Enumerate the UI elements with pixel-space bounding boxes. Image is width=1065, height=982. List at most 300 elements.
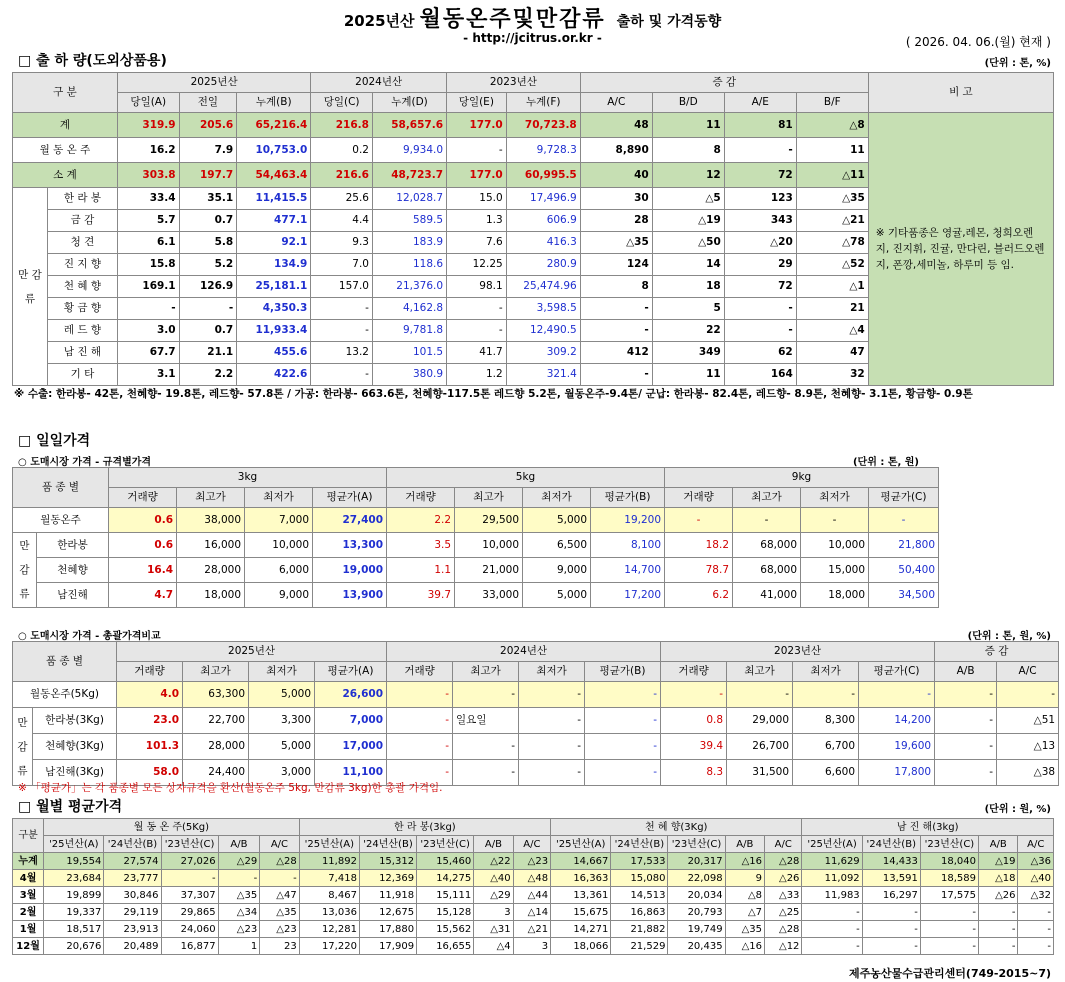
cell: △23 xyxy=(260,921,299,938)
cell: △34 xyxy=(218,904,260,921)
mangam-group-label: 만 감 류 xyxy=(13,708,33,786)
cell: - xyxy=(260,870,299,887)
cell: - xyxy=(453,682,519,708)
cell: 17,880 xyxy=(359,921,416,938)
row-name: 월동온주(5Kg) xyxy=(13,682,117,708)
cell: 1 xyxy=(218,938,260,955)
col-header: A/B xyxy=(935,662,997,682)
cell: - xyxy=(453,734,519,760)
section-daily-price-title: □ 일일가격 xyxy=(18,433,91,449)
cell: 0.8 xyxy=(661,708,727,734)
cell: - xyxy=(862,904,920,921)
page-title xyxy=(0,2,1065,33)
cell: - xyxy=(387,708,453,734)
col-header: 거래량 xyxy=(665,488,733,508)
cell: △40 xyxy=(474,870,513,887)
cell: - xyxy=(311,364,373,386)
cell: △51 xyxy=(997,708,1059,734)
cell: 7.0 xyxy=(311,254,373,276)
cell: 18,066 xyxy=(551,938,611,955)
cell: 14,513 xyxy=(611,887,668,904)
cell: 5 xyxy=(652,298,724,320)
header-5kg: 5kg xyxy=(387,468,665,488)
cell: △28 xyxy=(260,853,299,870)
cell: △21 xyxy=(513,921,550,938)
cell: - xyxy=(387,682,453,708)
col-header: 거래량 xyxy=(109,488,177,508)
cell: - xyxy=(862,938,920,955)
cell: 12,028.7 xyxy=(372,188,446,210)
cell: 4.0 xyxy=(117,682,183,708)
cell: 126.9 xyxy=(179,276,237,298)
cell: 14,433 xyxy=(862,853,920,870)
cell: 17,220 xyxy=(299,938,359,955)
remark-cell xyxy=(868,113,1053,386)
cell: 25,181.1 xyxy=(237,276,311,298)
col-header: A/C xyxy=(260,836,299,853)
col-header: 거래량 xyxy=(117,662,183,682)
row-name: 기 타 xyxy=(47,364,117,386)
cell: 8,890 xyxy=(580,138,652,163)
header-3kg: 3kg xyxy=(109,468,387,488)
header-gubun: 구 분 xyxy=(13,73,118,113)
cell: - xyxy=(979,921,1018,938)
cell: - xyxy=(161,870,218,887)
cell: - xyxy=(1018,921,1054,938)
col-header: 최고가 xyxy=(455,488,523,508)
cell: - xyxy=(862,921,920,938)
cell: 4.7 xyxy=(109,583,177,608)
section-shipment-unit: (단위 : 톤, %) xyxy=(984,58,1051,69)
row-name: 12월 xyxy=(13,938,44,955)
header-2023: 2023년산 xyxy=(447,73,581,93)
cell: - xyxy=(997,682,1059,708)
cell: 72 xyxy=(724,276,796,298)
cell: 18.2 xyxy=(665,533,733,558)
cell: - xyxy=(519,734,585,760)
cell: 41.7 xyxy=(447,342,507,364)
cell: 14 xyxy=(652,254,724,276)
cell: 50,400 xyxy=(869,558,939,583)
cell: 26,600 xyxy=(315,682,387,708)
cell: 21,882 xyxy=(611,921,668,938)
cell: 33,000 xyxy=(455,583,523,608)
cell: 4,162.8 xyxy=(372,298,446,320)
cell: 11 xyxy=(652,364,724,386)
cell: 11,918 xyxy=(359,887,416,904)
cell: 17,533 xyxy=(611,853,668,870)
cell: 606.9 xyxy=(506,210,580,232)
cell: 20,435 xyxy=(668,938,725,955)
cell: 15,460 xyxy=(417,853,474,870)
cell: 20,317 xyxy=(668,853,725,870)
cell: 157.0 xyxy=(311,276,373,298)
header-2023: 2023년산 xyxy=(661,642,935,662)
cell: △35 xyxy=(580,232,652,254)
header-change: 증 감 xyxy=(935,642,1059,662)
cell: △5 xyxy=(652,188,724,210)
col-header: 최저가 xyxy=(249,662,315,682)
holiday-cell: 일요일 xyxy=(453,708,519,734)
cell: 15,128 xyxy=(417,904,474,921)
cell: 205.6 xyxy=(179,113,237,138)
table-row xyxy=(13,938,1054,955)
cell: 216.8 xyxy=(311,113,373,138)
cell: 40 xyxy=(580,163,652,188)
cell: 6,500 xyxy=(523,533,591,558)
cell: 4.4 xyxy=(311,210,373,232)
cell: 18,589 xyxy=(920,870,978,887)
cell: △26 xyxy=(979,887,1018,904)
col-header: 평균가(C) xyxy=(859,662,935,682)
cell: 349 xyxy=(652,342,724,364)
cell: 78.7 xyxy=(665,558,733,583)
report-date: ( 2026. 04. 06.(월) 현재 ) xyxy=(905,35,1051,49)
cell: 11,629 xyxy=(802,853,862,870)
row-name: 천 혜 향 xyxy=(47,276,117,298)
col-header: '25년산(A) xyxy=(44,836,104,853)
cell: 303.8 xyxy=(117,163,179,188)
cell: 72 xyxy=(724,163,796,188)
col-header: '23년산(C) xyxy=(417,836,474,853)
cell: 12,281 xyxy=(299,921,359,938)
cell: 16,000 xyxy=(177,533,245,558)
col-header: '24년산(B) xyxy=(359,836,416,853)
cell: 17,200 xyxy=(591,583,665,608)
cell: 11,415.5 xyxy=(237,188,311,210)
header-2025: 2025년산 xyxy=(117,73,310,93)
col-header: 누계(F) xyxy=(506,93,580,113)
col-header: 평균가(A) xyxy=(315,662,387,682)
cell: 47 xyxy=(796,342,868,364)
cell: - xyxy=(935,682,997,708)
cell: △50 xyxy=(652,232,724,254)
col-header: 평균가(B) xyxy=(591,488,665,508)
cell: 19,554 xyxy=(44,853,104,870)
cell: - xyxy=(724,138,796,163)
table-row xyxy=(13,870,1054,887)
cell: 118.6 xyxy=(372,254,446,276)
cell: 26,700 xyxy=(727,734,793,760)
cell: - xyxy=(920,921,978,938)
col-header: 최고가 xyxy=(727,662,793,682)
cell: 32 xyxy=(796,364,868,386)
col-header: 당일(E) xyxy=(447,93,507,113)
cell: △48 xyxy=(513,870,550,887)
cell: 68,000 xyxy=(733,558,801,583)
cell: △35 xyxy=(796,188,868,210)
col-header: '23년산(C) xyxy=(161,836,218,853)
cell: 29,000 xyxy=(727,708,793,734)
cell: 27,400 xyxy=(313,508,387,533)
cell: 28 xyxy=(580,210,652,232)
cell: 29 xyxy=(724,254,796,276)
header-2024: 2024년산 xyxy=(311,73,447,93)
cell: 177.0 xyxy=(447,113,507,138)
table-row xyxy=(13,533,939,558)
cell: 48 xyxy=(580,113,652,138)
cell: 3.0 xyxy=(117,320,179,342)
cell: 65,216.4 xyxy=(237,113,311,138)
cell: 21,529 xyxy=(611,938,668,955)
col-header: 최저가 xyxy=(519,662,585,682)
table-row xyxy=(13,904,1054,921)
mangam-group-label: 만 감 류 xyxy=(13,533,37,608)
cell: 8 xyxy=(652,138,724,163)
cell: 16,363 xyxy=(551,870,611,887)
col-header: 거래량 xyxy=(387,662,453,682)
cell: - xyxy=(218,870,260,887)
col-header: 전일 xyxy=(179,93,237,113)
cell: 60,995.5 xyxy=(506,163,580,188)
cell: 11,892 xyxy=(299,853,359,870)
cell: △12 xyxy=(765,938,802,955)
cell: 13,900 xyxy=(313,583,387,608)
cell: 11,983 xyxy=(802,887,862,904)
cell: - xyxy=(802,921,862,938)
cell: △31 xyxy=(474,921,513,938)
row-name: 황 금 향 xyxy=(47,298,117,320)
table-row xyxy=(13,921,1054,938)
cell: △13 xyxy=(997,734,1059,760)
cell: - xyxy=(802,938,862,955)
shipment-table xyxy=(12,72,1054,386)
mangam-group-label: 만 감 류 xyxy=(13,188,48,386)
cell: 7.6 xyxy=(447,232,507,254)
cell: 92.1 xyxy=(237,232,311,254)
cell: 11,100 xyxy=(315,760,387,786)
col-header: 최저가 xyxy=(245,488,313,508)
col-header: 거래량 xyxy=(387,488,455,508)
cell: 16,297 xyxy=(862,887,920,904)
cell: △22 xyxy=(474,853,513,870)
cell: 38,000 xyxy=(177,508,245,533)
cell: △44 xyxy=(513,887,550,904)
cell: 5.2 xyxy=(179,254,237,276)
cell: △35 xyxy=(260,904,299,921)
cell: - xyxy=(935,760,997,786)
title-year: 2025년산 xyxy=(343,12,415,30)
table-row xyxy=(13,887,1054,904)
cell: 8.3 xyxy=(661,760,727,786)
cell: - xyxy=(802,904,862,921)
cell: △16 xyxy=(725,938,764,955)
cell: 3 xyxy=(474,904,513,921)
cell: 321.4 xyxy=(506,364,580,386)
cell: 416.3 xyxy=(506,232,580,254)
header-pumjong: 품 종 별 xyxy=(13,642,117,682)
row-name: 한라봉(3Kg) xyxy=(33,708,117,734)
cell: 6,000 xyxy=(245,558,313,583)
site-url[interactable]: - http://jcitrus.or.kr - xyxy=(463,31,602,45)
col-header: 최고가 xyxy=(733,488,801,508)
cell: 319.9 xyxy=(117,113,179,138)
cell: 13,361 xyxy=(551,887,611,904)
row-name: 4월 xyxy=(13,870,44,887)
header-2025: 2025년산 xyxy=(117,642,387,662)
cell: 3,598.5 xyxy=(506,298,580,320)
row-name: 2월 xyxy=(13,904,44,921)
cell: 124 xyxy=(580,254,652,276)
cell: 422.6 xyxy=(237,364,311,386)
cell: 15,111 xyxy=(417,887,474,904)
cell: 0.7 xyxy=(179,210,237,232)
cell: 0.7 xyxy=(179,320,237,342)
cell: 27,026 xyxy=(161,853,218,870)
cell: 8,300 xyxy=(793,708,859,734)
cell: 35.1 xyxy=(179,188,237,210)
cell: - xyxy=(519,708,585,734)
row-name: 3월 xyxy=(13,887,44,904)
cell: 412 xyxy=(580,342,652,364)
cell: 14,700 xyxy=(591,558,665,583)
cell: 1.3 xyxy=(447,210,507,232)
cell: 7,000 xyxy=(315,708,387,734)
cell: 1.1 xyxy=(387,558,455,583)
cell: 22,098 xyxy=(668,870,725,887)
cell: - xyxy=(1018,938,1054,955)
cell: 13,591 xyxy=(862,870,920,887)
cell: 15,312 xyxy=(359,853,416,870)
cell: - xyxy=(179,298,237,320)
header-gubun: 구분 xyxy=(13,819,44,853)
col-header: 최고가 xyxy=(177,488,245,508)
cell: 477.1 xyxy=(237,210,311,232)
cell: 17,575 xyxy=(920,887,978,904)
cell: 9,781.8 xyxy=(372,320,446,342)
cell: 5.7 xyxy=(117,210,179,232)
cell: - xyxy=(869,508,939,533)
cell: 12.25 xyxy=(447,254,507,276)
cell: 12 xyxy=(652,163,724,188)
cell: 19,200 xyxy=(591,508,665,533)
cell: 21.1 xyxy=(179,342,237,364)
col-header: '23년산(C) xyxy=(668,836,725,853)
header-9kg: 9kg xyxy=(665,468,939,488)
cell: △52 xyxy=(796,254,868,276)
cell: 24,060 xyxy=(161,921,218,938)
cell: 16.4 xyxy=(109,558,177,583)
cell: △38 xyxy=(997,760,1059,786)
cell: △25 xyxy=(765,904,802,921)
col-header: 최저가 xyxy=(793,662,859,682)
title-main: 월동온주및만감류 xyxy=(419,7,606,32)
cell: - xyxy=(585,760,661,786)
row-name: 진 지 향 xyxy=(47,254,117,276)
cell: 5.8 xyxy=(179,232,237,254)
cell: 29,865 xyxy=(161,904,218,921)
cell: 12,675 xyxy=(359,904,416,921)
cell: 22,700 xyxy=(183,708,249,734)
cell: 19,600 xyxy=(859,734,935,760)
cell: 18 xyxy=(652,276,724,298)
cell: - xyxy=(519,760,585,786)
cell: 9 xyxy=(725,870,764,887)
cell: 70,723.8 xyxy=(506,113,580,138)
cell: - xyxy=(793,682,859,708)
cell: 5,000 xyxy=(523,508,591,533)
cell: - xyxy=(979,938,1018,955)
cell: - xyxy=(733,508,801,533)
col-header: A/B xyxy=(979,836,1018,853)
cell: - xyxy=(519,682,585,708)
section-daily-price-sub: ○ 도매시장 가격 - 규격별가격 xyxy=(18,457,152,468)
cell: 380.9 xyxy=(372,364,446,386)
cell: 16,655 xyxy=(417,938,474,955)
col-header: 누계(B) xyxy=(237,93,311,113)
cell: - xyxy=(1018,904,1054,921)
row-name: 천혜향(3Kg) xyxy=(33,734,117,760)
header-change: 증 감 xyxy=(580,73,868,93)
table-row xyxy=(13,558,939,583)
section-total-price-sub: ○ 도매시장 가격 - 총괄가격비교 xyxy=(18,631,161,642)
cell: - xyxy=(580,320,652,342)
cell: 177.0 xyxy=(447,163,507,188)
cell: 98.1 xyxy=(447,276,507,298)
cell: 15,080 xyxy=(611,870,668,887)
cell: 12,490.5 xyxy=(506,320,580,342)
cell: 7,418 xyxy=(299,870,359,887)
cell: 19,337 xyxy=(44,904,104,921)
cell: 589.5 xyxy=(372,210,446,232)
cell: 15.0 xyxy=(447,188,507,210)
cell: - xyxy=(801,508,869,533)
cell: - xyxy=(117,298,179,320)
row-name: 월동온주 xyxy=(13,508,109,533)
cell: 48,723.7 xyxy=(372,163,446,188)
cell: 6.2 xyxy=(665,583,733,608)
cell: 58.0 xyxy=(117,760,183,786)
cell: 9.3 xyxy=(311,232,373,254)
cell: 23 xyxy=(260,938,299,955)
cell: 18,517 xyxy=(44,921,104,938)
title-suffix: 출하 및 가격동향 xyxy=(616,14,722,30)
cell: △23 xyxy=(513,853,550,870)
row-name: 1월 xyxy=(13,921,44,938)
table-row xyxy=(13,734,1059,760)
col-header: A/B xyxy=(474,836,513,853)
cell: 15.8 xyxy=(117,254,179,276)
total-price-table xyxy=(12,641,1059,786)
cell: - xyxy=(585,682,661,708)
cell: - xyxy=(727,682,793,708)
cell: △7 xyxy=(725,904,764,921)
cell: 18,000 xyxy=(801,583,869,608)
col-header: '24년산(B) xyxy=(104,836,161,853)
cell: 33.4 xyxy=(117,188,179,210)
cell: 6,700 xyxy=(793,734,859,760)
cell: 5,000 xyxy=(249,734,315,760)
cell: △29 xyxy=(218,853,260,870)
cell: 9,728.3 xyxy=(506,138,580,163)
cell: 23,913 xyxy=(104,921,161,938)
cell: △11 xyxy=(796,163,868,188)
col-header: A/B xyxy=(725,836,764,853)
cell: 10,753.0 xyxy=(237,138,311,163)
table-row xyxy=(13,113,1054,138)
cell: 101.5 xyxy=(372,342,446,364)
cell: - xyxy=(920,938,978,955)
cell: △16 xyxy=(725,853,764,870)
cell: 3,300 xyxy=(249,708,315,734)
cell: 10,000 xyxy=(801,533,869,558)
cell: - xyxy=(580,364,652,386)
row-name: 청 견 xyxy=(47,232,117,254)
cell: △36 xyxy=(1018,853,1054,870)
col-header: '25년산(A) xyxy=(551,836,611,853)
cell: 197.7 xyxy=(179,163,237,188)
row-name: 금 감 xyxy=(47,210,117,232)
